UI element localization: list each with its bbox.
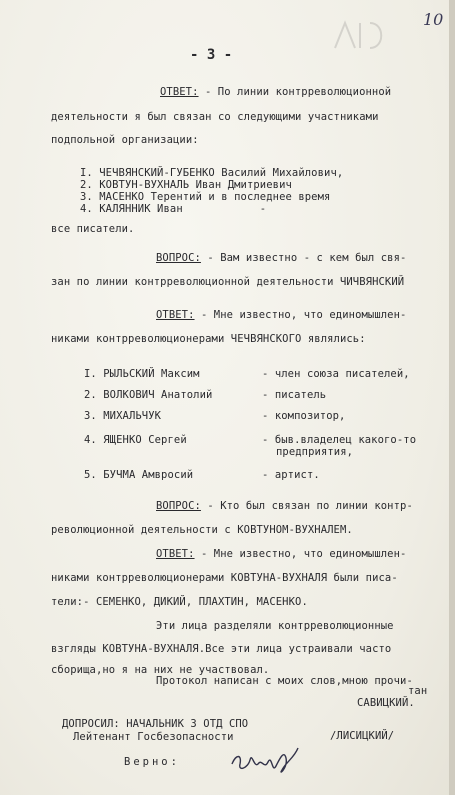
answer-2-line-1: ОТВЕТ: - Мне известно, что единомышлен-	[156, 309, 407, 321]
certified-label: Верно:	[124, 756, 180, 768]
folio-number: 10	[423, 10, 444, 29]
person-1-role: - член союза писателей,	[262, 368, 410, 380]
answer-1-line-3: подпольной организации:	[51, 134, 199, 146]
person-3-role: - композитор,	[262, 410, 346, 422]
person-2-role: - писатель	[262, 389, 327, 401]
member-1: I. ЧЕЧВЯНСКИЙ-ГУБЕНКО Василий Михайлович,	[80, 167, 344, 179]
answer-3-line-2: никами контрреволюционерами КОВТУНА-ВУХНАЛЯ были писа-	[51, 572, 398, 584]
page-number: - 3 -	[190, 47, 233, 63]
person-5-role: - артист.	[262, 469, 320, 481]
person-2-name: 2. ВОЛКОВИЧ Анатолий	[84, 389, 213, 401]
conclusion-line-3: сборища,но я на них не участвовал.	[51, 664, 270, 676]
person-4-role-cont: предприятия,	[276, 446, 354, 458]
person-1-name: I. РЫЛЬСКИЙ Максим	[84, 368, 200, 380]
question-2-line-1: ВОПРОС: - Кто был связан по линии контр-	[156, 500, 413, 512]
conclusion-line-2: взгляды КОВТУНА-ВУХНАЛЯ.Все эти лица устраивали часто	[51, 643, 392, 655]
member-3: 3. МАСЕНКО Терентий и в последнее время	[80, 191, 331, 203]
question-1-line-2: зан по линии контрреволюционной деятельности ЧИЧВЯНСКИЙ	[51, 276, 405, 288]
conclusion-line-1: Эти лица разделяли контрреволюционные	[156, 620, 394, 632]
page-edge	[449, 0, 455, 795]
answer-1-line-1: ОТВЕТ: - По линии контрреволюционной	[160, 86, 392, 98]
interrogator-name: /ЛИСИЦКИЙ/	[330, 730, 395, 742]
protocol-line: Протокол написан с моих слов,мною прочи-	[156, 675, 413, 687]
faint-stamp	[330, 18, 390, 58]
protocol-read-cont: тан	[408, 685, 428, 697]
person-4-role: - быв.владелец какого-то	[262, 434, 417, 446]
person-5-name: 5. БУЧМА Амвросий	[84, 469, 194, 481]
interrogator-line-1: ДОПРОСИЛ: НАЧАЛЬНИК 3 ОТД СПО	[62, 718, 249, 730]
answer-3-line-3: тели:- СЕМЕНКО, ДИКИЙ, ПЛАХТИН, МАСЕНКО.	[51, 596, 308, 608]
question-1-line-1: ВОПРОС: - Вам известно - с кем был свя-	[156, 252, 407, 264]
signatory-name: САВИЦКИЙ.	[357, 697, 415, 709]
answer-3-line-1: ОТВЕТ: - Мне известно, что единомышлен-	[156, 548, 407, 560]
interrogator-line-2: Лейтенант Госбезопасности	[73, 731, 234, 743]
answer-1-line-2: деятельности я был связан со следующими участниками	[51, 111, 379, 123]
person-4-name: 4. ЯЩЕНКО Сергей	[84, 434, 187, 446]
question-2-line-2: революционной деятельности с КОВТУНОМ-ВУХНАЛЕМ.	[51, 524, 353, 536]
writers-line: все писатели.	[51, 223, 135, 235]
handwritten-signature	[228, 740, 308, 780]
answer-2-line-2: никами контрреволюционерами ЧЕЧВЯНСКОГО являлись:	[51, 333, 366, 345]
member-4: 4. КАЛЯННИК Иван -	[80, 203, 267, 215]
person-3-name: 3. МИХАЛЬЧУК	[84, 410, 162, 422]
member-2: 2. КОВТУН-ВУХНАЛЬ Иван Дмитриевич	[80, 179, 292, 191]
